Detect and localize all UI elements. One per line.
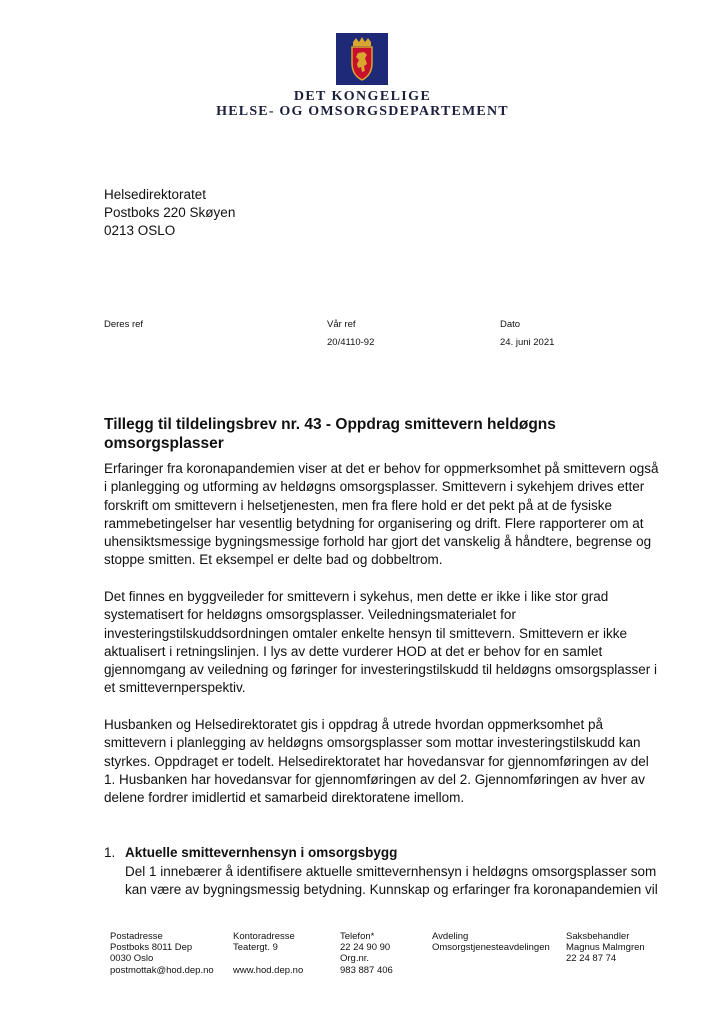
footer-text: Magnus Malmgren: [566, 942, 645, 954]
var-ref-label: Vår ref: [327, 319, 356, 330]
text-line: styrkes. Oppdraget er todelt. Helsedirektoratet har hovedansvar for gjennomføringen av del: [104, 753, 649, 769]
footer-text: 22 24 87 74: [566, 953, 617, 965]
paragraph-2: [104, 588, 660, 698]
recipient-street: Postboks 220 Skøyen: [104, 205, 236, 220]
footer-office-address: [233, 931, 303, 976]
recipient-city: 0213 OSLO: [104, 223, 176, 238]
footer-label: Saksbehandler: [566, 931, 630, 942]
text-line: et smittevernperspektiv.: [104, 680, 246, 696]
text-line: stoppe smitten. Et eksempel er delte bad og dobbeltrom.: [104, 552, 443, 568]
footer-department: [432, 931, 550, 953]
document-title: [104, 415, 664, 453]
text-line: aktualisert i retningslinjen. I lys av dette vurderer HOD at det er behov for en samlet: [104, 643, 603, 659]
footer-text: Postboks 8011 Dep: [110, 942, 193, 954]
text-line: Del 1 innebærer å identifisere aktuelle smittevernhensyn i heldøgns omsorgsplasser som: [125, 864, 657, 879]
footer-text: 22 24 90 90: [340, 942, 391, 954]
footer-label: Telefon*: [340, 931, 375, 942]
list-item-number: 1.: [104, 845, 116, 860]
date-label: Dato: [500, 319, 521, 330]
text-line: smittevern i planlegging av heldøgns omsorgsplasser som mottar investeringstilskudd kan: [104, 735, 641, 751]
var-ref-value: 20/4110-92: [327, 337, 375, 348]
text-line: Det finnes en byggveileder for smittevern i sykehus, men dette er ikke i like stor grad: [104, 589, 609, 604]
footer-text: Teatergt. 9: [233, 942, 278, 954]
text-line: 1. Husbanken har hovedansvar for gjennomføringen av del 2. Gjennomføringen av hver av: [104, 771, 646, 787]
department-name-line1: DET KONGELIGE: [293, 89, 432, 104]
text-line: forskrift om smittevern i helsetjenesten, men fra flere hold er det pekt på at de fysiske: [104, 497, 612, 513]
title-line: omsorgsplasser: [104, 435, 224, 452]
footer-label: Avdeling: [432, 931, 469, 942]
text-line: uhensiktsmessige bygningsmessige forhold har gjort det vanskelig å håndtere, begrense og: [104, 534, 652, 550]
footer-phone: [340, 931, 393, 976]
list-item-heading: Aktuelle smittevernhensyn i omsorgsbygg: [125, 845, 398, 860]
deres-ref-label: Deres ref: [104, 319, 144, 330]
text-line: Erfaringer fra koronapandemien viser at det er behov for oppmerksomhet på smittevern også: [104, 461, 659, 476]
paragraph-1: [104, 460, 660, 570]
coat-of-arms-icon: [336, 33, 388, 85]
text-line: investeringstilskuddsordningen omtaler enkelte hensyn til smittevern. Smittevern er ikke: [104, 625, 627, 641]
text-line: systematisert for heldøgns omsorgsplasser. Veiledningsmaterialet for: [104, 607, 516, 623]
footer-text: 983 887 406: [340, 964, 393, 976]
footer-postal-address: [110, 931, 214, 976]
text-line: kan være av bygningsmessig betydning. Kunnskap og erfaringer fra koronapandemien vil: [125, 882, 658, 898]
footer-text: [233, 953, 303, 964]
footer-label: Postadresse: [110, 931, 163, 942]
text-line: delene fordrer imidlertid et samarbeid direktoratene imellom.: [104, 790, 465, 806]
date-value: 24. juni 2021: [500, 337, 555, 348]
footer-case-officer: [566, 931, 645, 965]
footer-text: Org.nr.: [340, 953, 370, 965]
title-line: Tillegg til tildelingsbrev nr. 43 - Oppdrag smittevern heldøgns: [104, 416, 556, 433]
text-line: i planlegging og utforming av heldøgns omsorgsplasser. Smittevern i sykehjem drives etter: [104, 479, 645, 495]
footer-label: Kontoradresse: [233, 931, 295, 942]
letterhead: [0, 0, 725, 130]
text-line: gjennomgang av veiledning og føringer for investeringstilskudd til heldøgns omsorgsplasser i: [104, 662, 658, 678]
paragraph-3: [104, 716, 660, 807]
footer-text: 0030 Oslo: [110, 953, 154, 965]
department-name-line2: HELSE- OG OMSORGSDEPARTEMENT: [216, 104, 509, 119]
text-line: Husbanken og Helsedirektoratet gis i oppdrag å utrede hvordan oppmerksomhet på: [104, 717, 604, 732]
list-item-body: [125, 863, 665, 900]
text-line: rammebetingelser har vesentlig betydning for organisering og drift. Flere rapporterer om at: [104, 515, 644, 531]
footer-website: www.hod.dep.no: [233, 964, 304, 976]
footer-email: postmottak@hod.dep.no: [110, 964, 214, 976]
footer-text: Omsorgstjenesteavdelingen: [432, 942, 550, 954]
recipient-name: Helsedirektoratet: [104, 187, 207, 202]
recipient-address: [104, 186, 235, 240]
